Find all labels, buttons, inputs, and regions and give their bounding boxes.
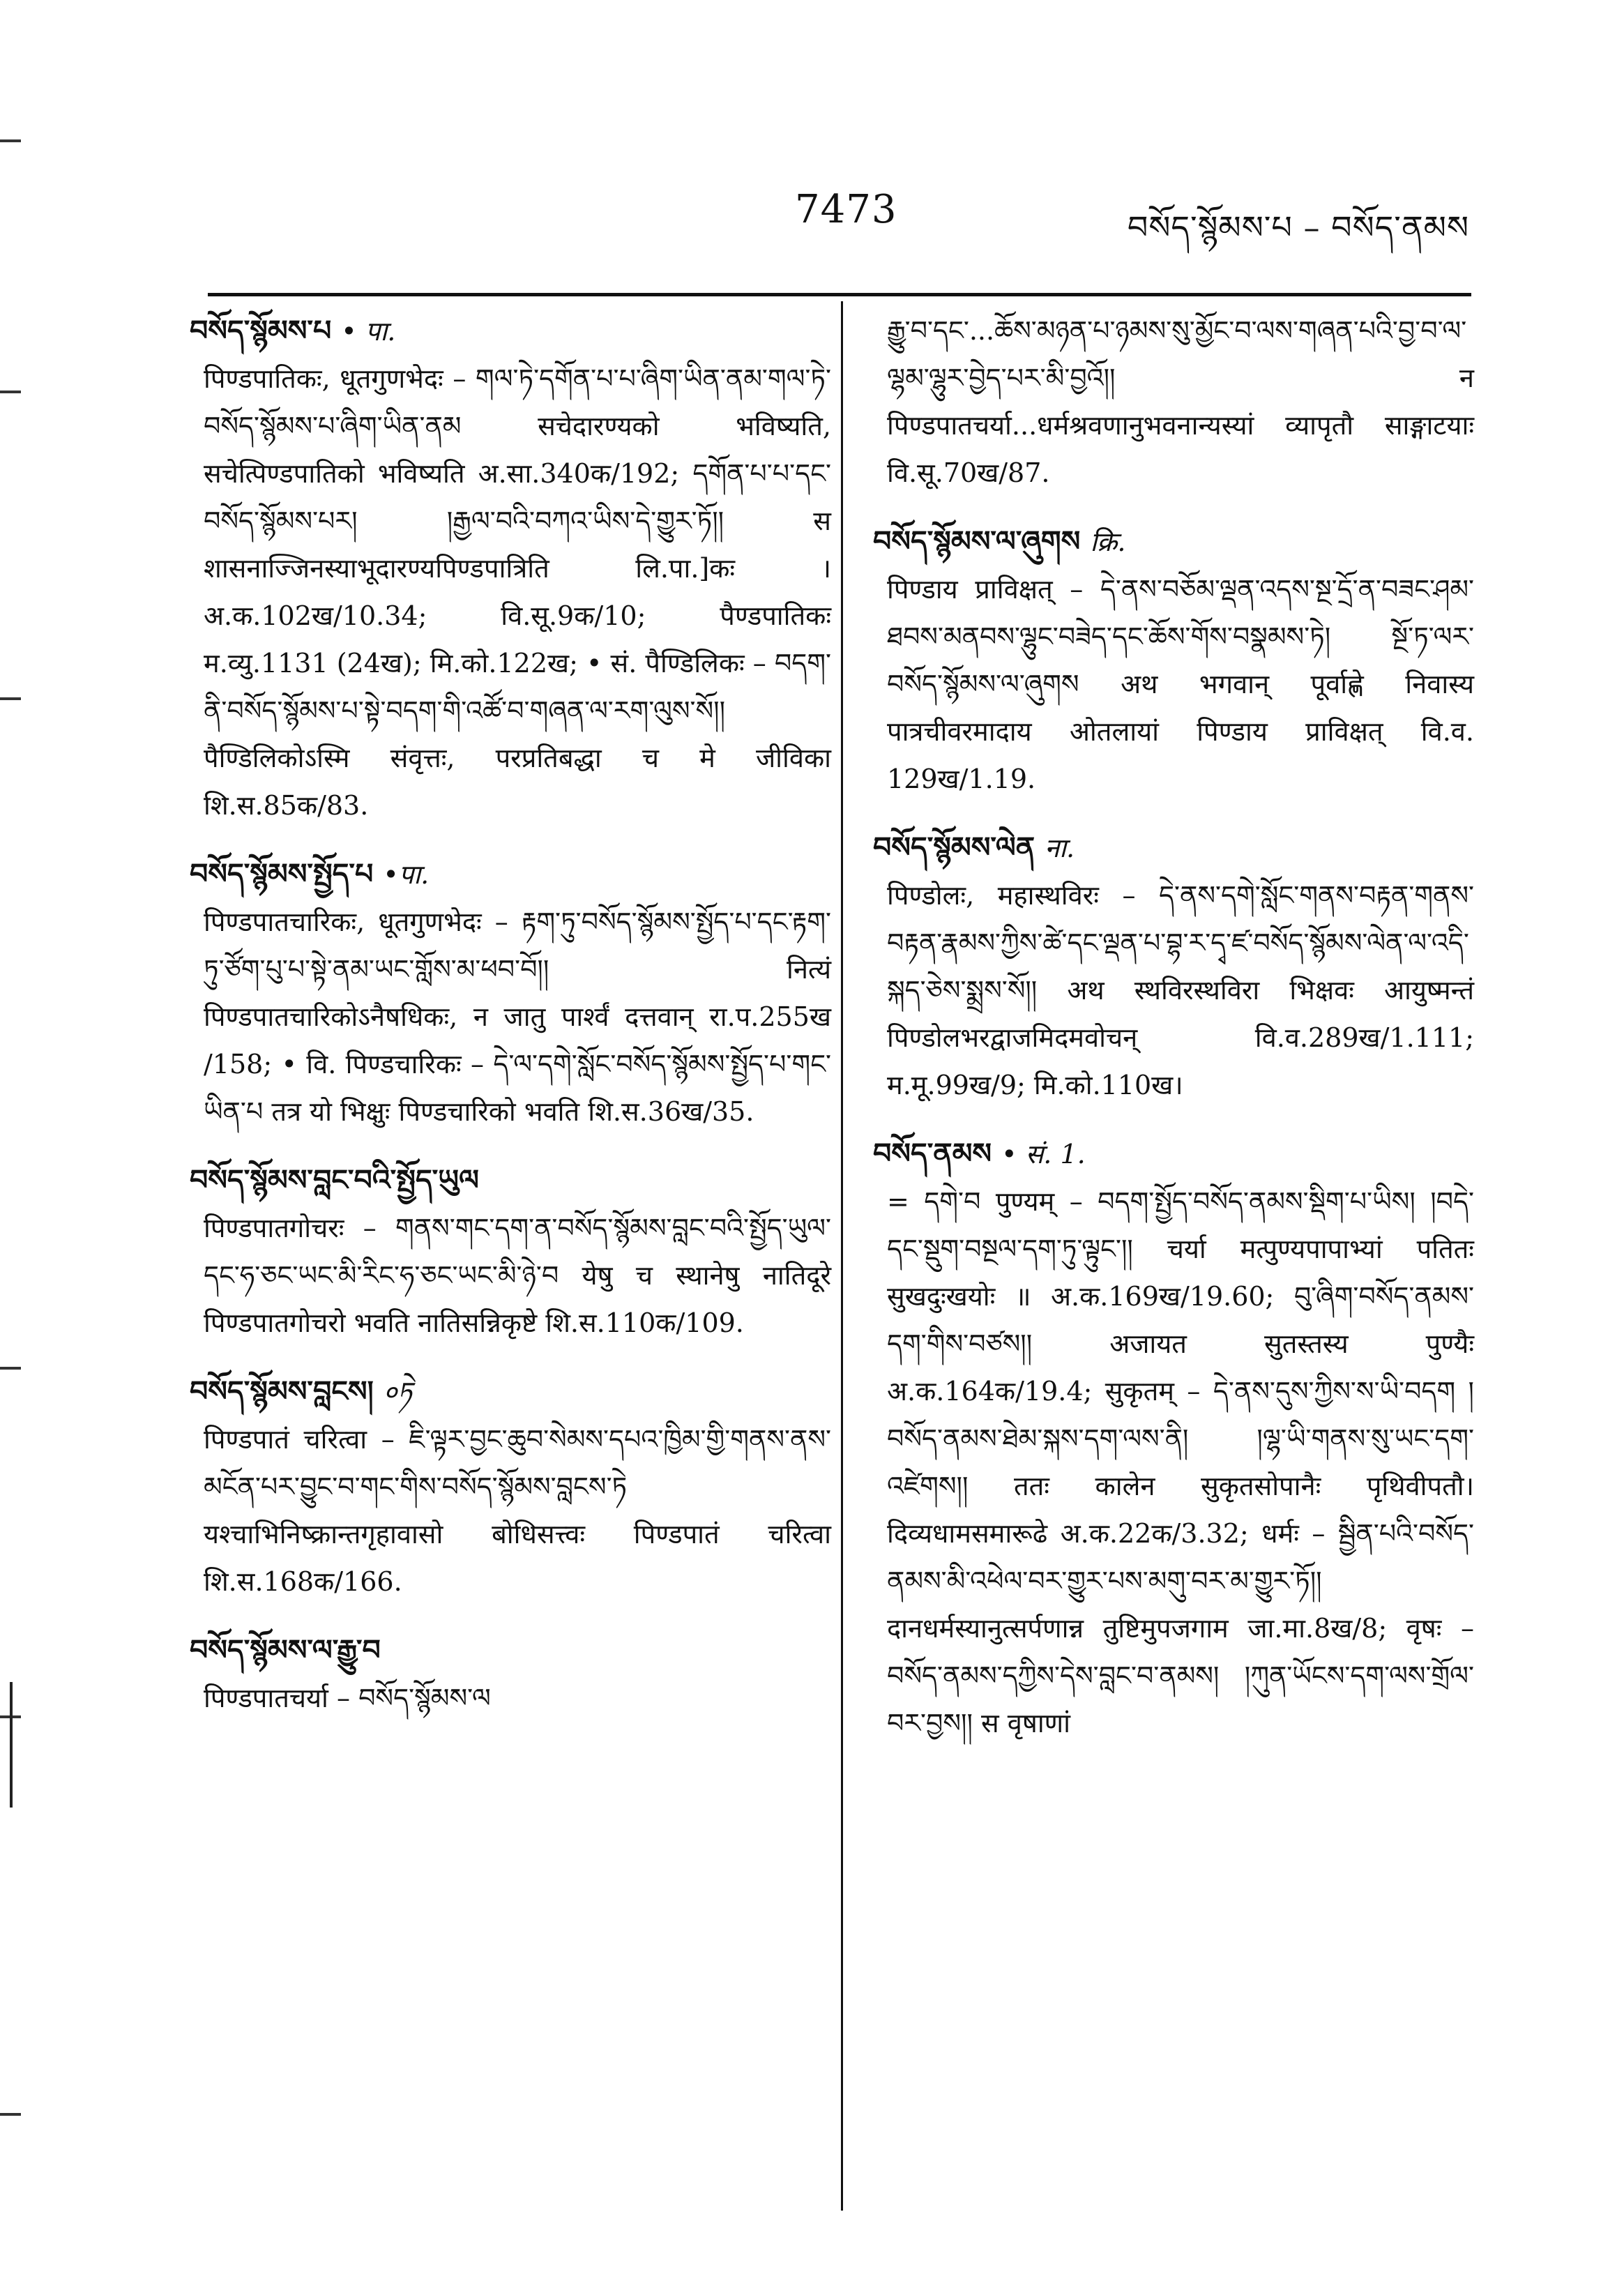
entry-body: རྒྱུ་བ་དང་...ཆོས་མཉན་པ་ཉམས་སུ་མྱོང་བ་ལས་གཞན་པའི་བྱ་བ་ལ་ལྷམ་ལྷུར་བྱེད་པར་མི་བྱའོ།། न पिण्डपातचर्या...धर्मश्रवणानुभवनान्यस्यां व्यापृतौ साङ्गाटयाः वि.सू.70ख/87. <box>887 315 1474 488</box>
entry-body: पिण्डोलः, महास्थविरः – དེ་ནས་དགེ་སློང་གནས་བརྟན་གནས་བརྟན་རྣམས་ཀྱིས་ཚེ་དང་ལྡན་པ་བྷ་ར་དྭ་ཛ་བསོད་སྙོམས་ལེན་ལ་འདི་སྐད་ཅེས་སྨྲས་སོ།། अथ स्थविरस्थविरा भिक्षवः आयुष्मन्तं पिण्डोलभरद्वाजमिदमवोचन् वि.व.289ख/1.111; म.मू.99ख/9; मि.को.110ख। <box>887 880 1474 1100</box>
left-column <box>190 307 831 1743</box>
entry-headword: བསོད་སྙོམས་བླང་བའི་སྤྱོད་ཡུལ <box>190 1163 479 1197</box>
header-rule <box>208 293 1471 296</box>
right-column <box>873 307 1474 1768</box>
dictionary-entry <box>190 1368 831 1605</box>
dictionary-entry <box>873 517 1474 803</box>
entry-headword: བསོད་སྙོམས་ལེན <box>873 831 1035 864</box>
running-head: བསོད་སྙོམས་པ – བསོད་ནམས <box>1127 209 1469 246</box>
margin-mark <box>0 391 21 393</box>
dictionary-entry-continued <box>873 307 1474 497</box>
margin-mark <box>0 1367 21 1370</box>
entry-headword: བསོད་སྙོམས་ལ་རྒྱུ་བ <box>190 1633 381 1667</box>
margin-mark <box>0 697 21 700</box>
dictionary-entry <box>190 1626 831 1722</box>
entry-headword: བསོད་ནམས <box>873 1137 992 1170</box>
entry-body: पिण्डपातगोचरः – གནས་གང་དག་ན་བསོད་སྙོམས་བླང་བའི་སྤྱོད་ཡུལ་དང་ཧ་ཅང་ཡང་མི་རིང་ཧ་ཅང་ཡང་མི་ཉེ་བ येषु च स्थानेषु नातिदूरे पिण्डपातगोचरो भवति नातिसन्निकृष्टे शि.स.110क/109. <box>204 1213 831 1338</box>
entry-grammar: • पा. <box>341 316 396 347</box>
margin-bar <box>10 1682 13 1808</box>
entry-headword: བསོད་སྙོམས་སྤྱོད་པ <box>190 857 374 891</box>
entry-grammar: क्रि. <box>1090 526 1126 557</box>
entry-headword: བསོད་སྙོམས་ལ་ཞུགས <box>873 524 1081 558</box>
page-number: 7473 <box>795 187 897 232</box>
entry-body: पिण्डपातचर्या – བསོད་སྙོམས་ལ <box>204 1683 491 1713</box>
entry-body: पिण्डपातिकः, धूतगुणभेदः – གལ་ཏེ་དགོན་པ་པ་ཞིག་ཡིན་ནམ་གལ་ཏེ་བསོད་སྙོམས་པ་ཞིག་ཡིན་ནམ सचेदारण्यको भविष्यति, सचेत्पिण्डपातिको भविष्यति अ.सा.340क/192; དགོན་པ་པ་དང་བསོད་སྙོམས་པར། །རྒྱལ་བའི་བཀའ་ཡིས་དེ་གྱུར་ཏོ།། स शासनाज्जिनस्याभूदारण्यपिण्डपात्रिति लि.पा.]कः । अ.क.102ख/10.34; वि.सू.9क/10; पैण्डपातिकः म.व्यु.1131 (24ख); मि.को.122ख; • सं. पैण्डिलिकः – བདག་ནི་བསོད་སྙོམས་པ་སྟེ་བདག་གི་འཚོ་བ་གཞན་ལ་རག་ལུས་སོ།། पैण्डिलिकोऽस्मि संवृत्तः, परप्रतिबद्धा च मे जीविका शि.स.85क/83. <box>204 363 831 821</box>
entry-body: = དགེ་བ पुण्यम् – བདག་སྤྱོད་བསོད་ནམས་སྡིག་པ་ཡིས། །བདེ་དང་སྡུག་བསྔལ་དག་ཏུ་ལྟུང་།། चर्या मत्पुण्यपापाभ्यां पतितः सुखदुःखयोः ॥ अ.क.169ख/19.60; བུ་ཞིག་བསོད་ནམས་དག་གིས་བཙས།། अजायत सुतस्तस्य पुण्यैः अ.क.164क/19.4; सुकृतम् – དེ་ནས་དུས་ཀྱིས་ས་ཡི་བདག །བསོད་ནམས་ཐེམ་སྐས་དག་ལས་ནི། །ལྷ་ཡི་གནས་སུ་ཡང་དག་འཛེགས།། ततः कालेन सुकृतसोपानैः पृथिवीपतौ। दिव्यधामसमारूढे अ.क.22क/3.32; धर्मः – སྦྱིན་པའི་བསོད་ནམས་མི་འཕེལ་བར་གྱུར་པས་མགུ་བར་མ་གྱུར་ཏོ།། दानधर्मस्यानुत्सर्पणान्न तुष्टिमुपजगाम जा.मा.8ख/8; वृषः – བསོད་ནམས་དཀྱིས་དེས་བླང་བ་ནམས། །ཀུན་ཡོངས་དག་ལས་གྲོལ་བར་བྱས།། स वृषाणां <box>887 1186 1474 1738</box>
entry-headword: བསོད་སྙོམས་བླངས། <box>190 1374 374 1408</box>
dictionary-entry <box>873 824 1474 1109</box>
entry-grammar: • सं. 1. <box>1001 1139 1086 1169</box>
entry-body: पिण्डाय प्राविक्षत् – དེ་ནས་བཅོམ་ལྡན་འདས་སྔ་དྲོ་ན་བཟང་ཤམ་ཐབས་མནབས་ལྷུང་བཟེད་དང་ཆོས་གོས་བསྣམས་ཏེ། སྔོ་ཏ་ལར་བསོད་སྙོམས་ལ་ཞུགས अथ भगवान् पूर्वाह्णे निवास्य पात्रचीवरमादाय ओतलायां पिण्डाय प्राविक्षत् वि.व. 129ख/1.19. <box>887 574 1474 794</box>
dictionary-entry <box>873 1130 1474 1747</box>
dictionary-entry <box>190 307 831 829</box>
dictionary-entry <box>190 1156 831 1347</box>
margin-mark <box>0 139 21 142</box>
column-rule <box>841 301 843 2211</box>
entry-grammar: ०ཏེ <box>383 1377 413 1407</box>
entry-grammar: •पा. <box>383 859 430 890</box>
margin-mark <box>0 2113 21 2116</box>
entry-body: पिण्डपातं चरित्वा – ཇི་ལྟར་བྱང་ཆུབ་སེམས་དཔའ་ཁྱིམ་གྱི་གནས་ནས་མངོན་པར་བྱུང་བ་གང་གིས་བསོད་སྙོམས་བླངས་ཏེ यश्चाभिनिष्क्रान्तगृहावासो बोधिसत्त्वः पिण्डपातं चरित्वा शि.स.168क/166. <box>204 1424 831 1597</box>
entry-grammar: ना. <box>1045 833 1075 863</box>
entry-headword: བསོད་སྙོམས་པ <box>190 314 332 347</box>
dictionary-entry <box>190 850 831 1135</box>
entry-body: पिण्डपातचारिकः, धूतगुणभेदः – རྟག་ཏུ་བསོད་སྙོམས་སྤྱོད་པ་དང་རྟག་ཏུ་ཙོག་པུ་པ་སྟེ་ནམ་ཡང་གློས་མ་ཕབ་བོ།། नित्यं पिण्डपातचारिकोऽनैषधिकः, न जातु पार्श्वं दत्तवान् रा.प.255ख /158; • वि. पिण्डचारिकः – དེ་ལ་དགེ་སློང་བསོད་སྙོམས་སྤྱོད་པ་གང་ཡིན་པ तत्र यो भिक्षुः पिण्डचारिको भवति शि.स.36ख/35. <box>204 907 831 1127</box>
